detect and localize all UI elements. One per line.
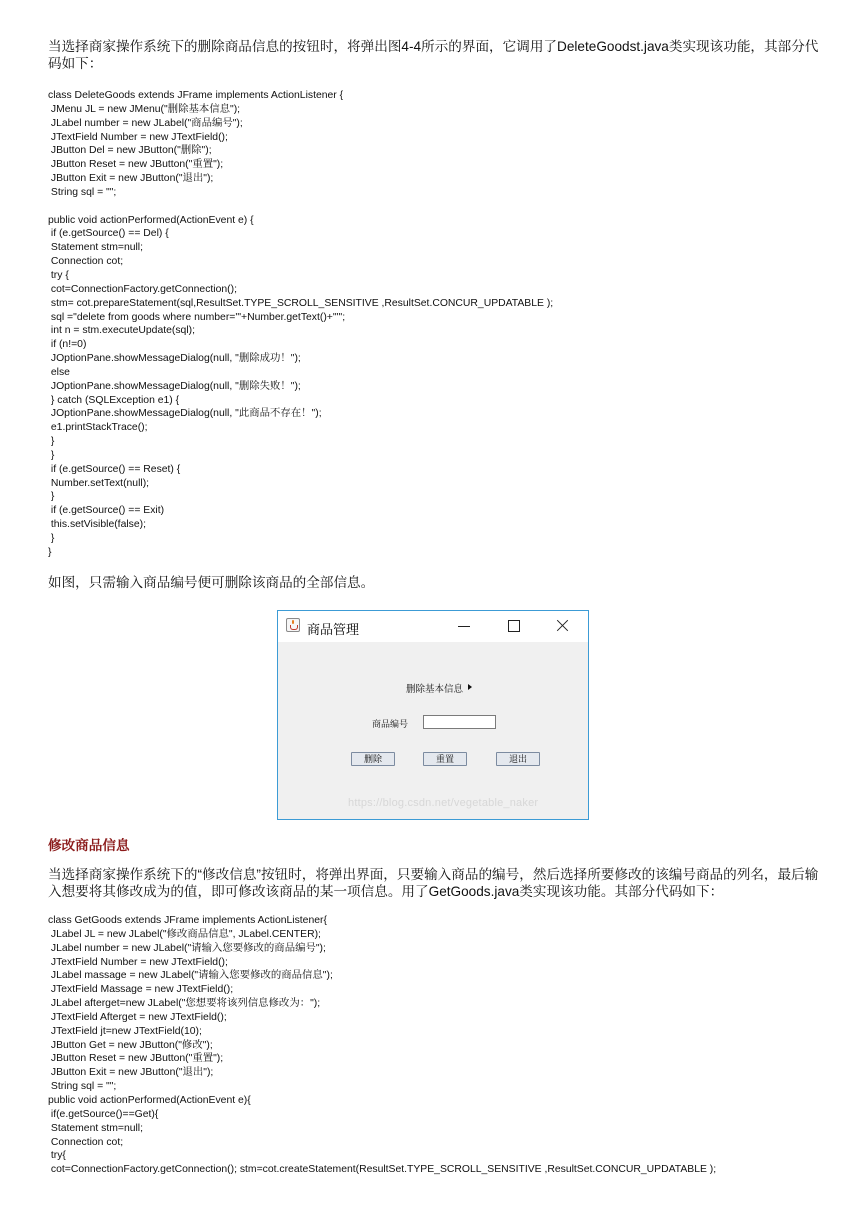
code-line: class DeleteGoods extends JFrame implements ActionListener {: [48, 90, 344, 101]
code-block-get-goods: [48, 914, 828, 1177]
figure-caption: 如图，只需输入商品编号便可删除该商品的全部信息。: [48, 574, 375, 590]
code-line: JOptionPane.showMessageDialog(null, "删除成功！");: [48, 353, 301, 365]
code-line: JLabel number = new JLabel("请输入您要修改的商品编号");: [48, 942, 326, 954]
code-line: JOptionPane.showMessageDialog(null, "此商品不存在！");: [48, 408, 322, 420]
document-page: [48, 38, 828, 591]
code-line: if (e.getSource() == Del) {: [48, 228, 169, 240]
code-line: JButton Exit = new JButton("退出");: [48, 173, 214, 185]
code-line: JLabel afterget=new JLabel("您想要将该列信息修改为：");: [48, 998, 321, 1010]
code-blank-line: [48, 200, 828, 214]
code-line: JTextField Number = new JTextField();: [48, 956, 228, 968]
code-line: else: [48, 366, 70, 378]
submenu-arrow-icon: [468, 684, 472, 690]
exit-button[interactable]: 退出: [496, 752, 540, 766]
code-line: JMenu JL = new JMenu("删除基本信息");: [48, 103, 241, 115]
code-line: JTextField Massage = new JTextField();: [48, 984, 234, 996]
intro-paragraph-1: 当选择商家操作系统下的删除商品信息的按钮时，将弹出图4-4所示的界面，它调用了DeleteGoodst.java类实现该功能，其部分代码如下：: [48, 39, 819, 71]
dialog-title-bar: [278, 611, 588, 642]
code-line: }: [48, 449, 55, 461]
watermark: https://blog.csdn.net/vegetable_naker: [348, 797, 539, 809]
code-line: Number.setText(null);: [48, 477, 150, 489]
code-line: JTextField jt=new JTextField(10);: [48, 1025, 202, 1037]
code-line: JOptionPane.showMessageDialog(null, "删除失败！");: [48, 380, 301, 392]
code-line: if (e.getSource() == Exit): [48, 505, 165, 517]
code-line: JButton Reset = new JButton("重置");: [48, 1053, 224, 1065]
intro-paragraph-2: 当选择商家操作系统下的“修改信息”按钮时，将弹出界面，只要输入商品的编号，然后选择所要修改的该编号商品的列名，最后输入想要将其修改成为的值，即可修改该商品的某一项信息。用了GetGoods.java类实现该功能。其部分代码如下：: [48, 867, 819, 899]
section-heading: 修改商品信息: [48, 838, 130, 853]
code-line: JLabel JL = new JLabel("修改商品信息", JLabel.CENTER);: [48, 928, 321, 940]
code-line: class GetGoods extends JFrame implements ActionListener{: [48, 915, 327, 926]
goods-number-label: 商品编号: [372, 719, 409, 729]
document-page-section-2: [48, 834, 828, 1177]
dialog-title: 商品管理: [307, 622, 360, 637]
code-line: JButton Exit = new JButton("退出");: [48, 1067, 214, 1079]
code-line: JButton Del = new JButton("删除");: [48, 145, 212, 157]
code-line: }: [48, 436, 55, 448]
code-line: int n = stm.executeUpdate(sql);: [48, 325, 195, 337]
code-line: public void actionPerformed(ActionEvent e){: [48, 1094, 251, 1106]
code-line: try{: [48, 1150, 66, 1162]
code-line: Connection cot;: [48, 256, 124, 268]
goods-management-dialog: [277, 610, 589, 820]
code-block-delete-goods-fields: [48, 89, 828, 200]
code-line: }: [48, 491, 55, 503]
code-line: }: [48, 533, 55, 544]
code-line: String sql = "";: [48, 1081, 117, 1093]
code-line: Statement stm=null;: [48, 1122, 144, 1134]
code-block-delete-goods-action: [48, 214, 828, 560]
delete-info-menu[interactable]: 删除基本信息: [406, 684, 464, 695]
java-coffee-icon: [286, 618, 300, 632]
code-line: JLabel massage = new JLabel("请输入您要修改的商品信息");: [48, 970, 333, 982]
code-line: }: [48, 546, 52, 558]
reset-button[interactable]: 重置: [423, 752, 467, 766]
code-line: JTextField Afterget = new JTextField();: [48, 1011, 227, 1023]
code-line: } catch (SQLException e1) {: [48, 394, 180, 406]
code-line: String sql = "";: [48, 186, 117, 198]
code-line: JTextField Number = new JTextField();: [48, 131, 228, 143]
code-line: JButton Reset = new JButton("重置");: [48, 159, 224, 171]
maximize-icon[interactable]: [500, 615, 530, 637]
code-line: JLabel number = new JLabel("商品编号");: [48, 117, 243, 129]
minimize-icon[interactable]: [450, 615, 480, 637]
code-line: stm= cot.prepareStatement(sql,ResultSet.TYPE_SCROLL_SENSITIVE ,ResultSet.CONCUR_UPDATABLE );: [48, 297, 554, 309]
close-icon[interactable]: [548, 615, 578, 637]
code-line: cot=ConnectionFactory.getConnection(); stm=cot.createStatement(ResultSet.TYPE_SCROLL_SENSITIVE ,ResultSet.CONCUR_UPDATABLE );: [48, 1164, 717, 1176]
goods-number-input[interactable]: [423, 715, 496, 729]
code-line: Connection cot;: [48, 1136, 124, 1148]
code-line: try {: [48, 269, 69, 281]
delete-button[interactable]: 删除: [351, 752, 395, 766]
code-line: public void actionPerformed(ActionEvent e) {: [48, 214, 254, 226]
code-line: if (e.getSource() == Reset) {: [48, 463, 181, 475]
code-line: Statement stm=null;: [48, 242, 144, 254]
code-line: e1.printStackTrace();: [48, 422, 148, 434]
code-line: if (n!=0): [48, 339, 87, 351]
code-line: sql ="delete from goods where number='"+Number.getText()+"'";: [48, 311, 346, 323]
code-line: cot=ConnectionFactory.getConnection();: [48, 283, 237, 295]
code-line: if(e.getSource()==Get){: [48, 1108, 159, 1120]
code-line: JButton Get = new JButton("修改");: [48, 1039, 213, 1051]
code-line: this.setVisible(false);: [48, 519, 146, 531]
